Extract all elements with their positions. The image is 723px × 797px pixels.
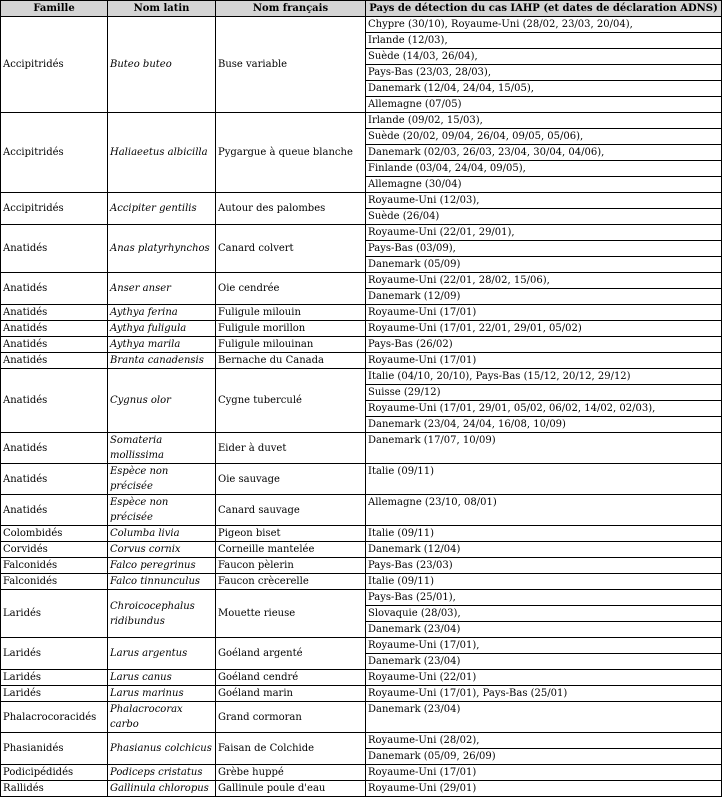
- header-nom-francais: Nom français: [216, 1, 366, 17]
- cell-nom-latin: Podiceps cristatus: [108, 765, 216, 781]
- header-nom-latin: Nom latin: [108, 1, 216, 17]
- cell-nom-latin: Anser anser: [108, 273, 216, 305]
- cell-nom-francais: Pigeon biset: [216, 526, 366, 542]
- cell-nom-latin: Cygnus olor: [108, 369, 216, 433]
- cell-nom-francais: Faisan de Colchide: [216, 733, 366, 765]
- cell-famille: Phasianidés: [1, 733, 108, 765]
- country-line: Royaume-Uni (17/01): [368, 355, 477, 366]
- cell-nom-francais: Corneille mantelée: [216, 542, 366, 558]
- country-line: Italie (09/11): [368, 576, 435, 587]
- table-row: [1, 733, 722, 765]
- cell-pays-detection: [366, 495, 722, 526]
- cell-pays-detection: [366, 113, 722, 193]
- cell-nom-latin: Chroicocephalus ridibundus: [108, 590, 216, 638]
- cell-nom-francais: Mouette rieuse: [216, 590, 366, 638]
- country-line: Royaume-Uni (17/01),: [368, 640, 480, 651]
- table-row: [1, 464, 722, 495]
- cell-pays-detection: [366, 353, 722, 369]
- cell-nom-francais: Buse variable: [216, 17, 366, 113]
- country-line: Royaume-Uni (22/01, 28/02, 15/06),: [368, 275, 550, 286]
- table-row: [1, 702, 722, 733]
- cell-pays-detection: [366, 558, 722, 574]
- cell-nom-latin: Somateria mollissima: [108, 433, 216, 464]
- cell-nom-francais: Bernache du Canada: [216, 353, 366, 369]
- country-line: Irlande (09/02, 15/03),: [368, 115, 483, 126]
- cell-pays-detection: [366, 670, 722, 686]
- table-row: [1, 542, 722, 558]
- cell-pays-detection: [366, 590, 722, 638]
- country-line: Danemark (05/09, 26/09): [366, 748, 721, 764]
- cell-pays-detection: [366, 542, 722, 558]
- cell-famille: Laridés: [1, 590, 108, 638]
- cell-pays-detection: [366, 321, 722, 337]
- cell-nom-francais: Goéland marin: [216, 686, 366, 702]
- table-row: [1, 353, 722, 369]
- table-row: [1, 670, 722, 686]
- cell-nom-francais: Canard sauvage: [216, 495, 366, 526]
- country-line: Danemark (12/04, 24/04, 15/05),: [366, 80, 721, 96]
- cell-famille: Corvidés: [1, 542, 108, 558]
- cell-nom-latin: Accipiter gentilis: [108, 193, 216, 225]
- table-row: [1, 17, 722, 113]
- cell-nom-latin: Haliaeetus albicilla: [108, 113, 216, 193]
- cell-famille: Anatidés: [1, 369, 108, 433]
- country-line: Allemagne (07/05): [366, 96, 721, 112]
- cell-famille: Anatidés: [1, 353, 108, 369]
- country-line: Finlande (03/04, 24/04, 09/05),: [366, 160, 721, 176]
- table-row: [1, 433, 722, 464]
- country-line: Danemark (23/04, 24/04, 16/08, 10/09): [366, 416, 721, 432]
- country-line: Allemagne (30/04): [366, 176, 721, 192]
- cell-famille: Anatidés: [1, 464, 108, 495]
- country-line: Royaume-Uni (12/03),: [368, 195, 480, 206]
- cell-nom-francais: Fuligule milouin: [216, 305, 366, 321]
- cell-nom-francais: Oie cendrée: [216, 273, 366, 305]
- cell-nom-francais: Pygargue à queue blanche: [216, 113, 366, 193]
- cell-nom-latin: Phalacrocorax carbo: [108, 702, 216, 733]
- cell-pays-detection: [366, 781, 722, 797]
- country-line: Royaume-Uni (22/01): [368, 672, 477, 683]
- cell-nom-francais: Oie sauvage: [216, 464, 366, 495]
- cell-nom-latin: Larus argentus: [108, 638, 216, 670]
- country-line: Royaume-Uni (17/01), Pays-Bas (25/01): [368, 688, 568, 699]
- cell-pays-detection: [366, 574, 722, 590]
- country-line: Italie (04/10, 20/10), Pays-Bas (15/12, 20/12, 29/12): [368, 371, 631, 382]
- cell-famille: Colombidés: [1, 526, 108, 542]
- country-line: Italie (09/11): [368, 528, 435, 539]
- cell-nom-latin: Espèce non précisée: [108, 464, 216, 495]
- cell-famille: Phalacrocoracidés: [1, 702, 108, 733]
- country-line: Royaume-Uni (17/01, 29/01, 05/02, 06/02, 14/02, 02/03),: [366, 400, 721, 416]
- table-row: [1, 193, 722, 225]
- cell-pays-detection: [366, 273, 722, 305]
- cell-famille: Anatidés: [1, 337, 108, 353]
- cell-famille: Falconidés: [1, 574, 108, 590]
- cell-pays-detection: [366, 369, 722, 433]
- table-body: [1, 17, 722, 797]
- cell-nom-latin: Aythya ferina: [108, 305, 216, 321]
- cell-famille: Anatidés: [1, 495, 108, 526]
- table-row: [1, 781, 722, 797]
- country-line: Danemark (23/04): [366, 653, 721, 669]
- table-row: [1, 495, 722, 526]
- country-line: Danemark (23/04): [368, 704, 461, 715]
- cell-nom-francais: Autour des palombes: [216, 193, 366, 225]
- cell-famille: Accipitridés: [1, 113, 108, 193]
- country-line: Royaume-Uni (22/01, 29/01),: [368, 227, 515, 238]
- country-line: Pays-Bas (25/01),: [368, 592, 456, 603]
- country-line: Pays-Bas (23/03, 28/03),: [366, 64, 721, 80]
- cell-nom-francais: Grèbe huppé: [216, 765, 366, 781]
- table-row: [1, 526, 722, 542]
- country-line: Pays-Bas (26/02): [368, 339, 453, 350]
- cell-nom-francais: Canard colvert: [216, 225, 366, 273]
- table-row: [1, 638, 722, 670]
- cell-nom-latin: Anas platyrhynchos: [108, 225, 216, 273]
- country-line: Royaume-Uni (17/01): [368, 767, 477, 778]
- cell-famille: Anatidés: [1, 273, 108, 305]
- cell-pays-detection: [366, 526, 722, 542]
- cell-pays-detection: [366, 733, 722, 765]
- cell-nom-francais: Gallinule poule d'eau: [216, 781, 366, 797]
- cell-nom-latin: Gallinula chloropus: [108, 781, 216, 797]
- country-line: Slovaquie (28/03),: [366, 605, 721, 621]
- cell-famille: Anatidés: [1, 225, 108, 273]
- cell-nom-francais: Faucon crècerelle: [216, 574, 366, 590]
- country-line: Suisse (29/12): [366, 384, 721, 400]
- cell-nom-francais: Faucon pèlerin: [216, 558, 366, 574]
- cell-nom-latin: Larus marinus: [108, 686, 216, 702]
- country-line: Suède (20/02, 09/04, 26/04, 09/05, 05/06),: [366, 128, 721, 144]
- cell-nom-francais: Cygne tuberculé: [216, 369, 366, 433]
- country-line: Danemark (17/07, 10/09): [368, 435, 496, 446]
- cell-pays-detection: [366, 765, 722, 781]
- table-row: [1, 765, 722, 781]
- country-line: Suède (26/04): [366, 208, 721, 224]
- country-line: Royaume-Uni (29/01): [368, 783, 477, 794]
- table-row: [1, 337, 722, 353]
- cell-famille: Laridés: [1, 670, 108, 686]
- cell-famille: Accipitridés: [1, 193, 108, 225]
- cell-nom-latin: Aythya fuligula: [108, 321, 216, 337]
- cell-nom-francais: Goéland argenté: [216, 638, 366, 670]
- country-line: Pays-Bas (03/09),: [366, 240, 721, 256]
- cell-nom-francais: Eider à duvet: [216, 433, 366, 464]
- cell-nom-latin: Phasianus colchicus: [108, 733, 216, 765]
- country-line: Italie (09/11): [368, 466, 435, 477]
- country-line: Danemark (12/04): [368, 544, 461, 555]
- cell-pays-detection: [366, 193, 722, 225]
- country-line: Danemark (23/04): [366, 621, 721, 637]
- cell-pays-detection: [366, 464, 722, 495]
- cell-nom-francais: Fuligule milouinan: [216, 337, 366, 353]
- table-row: [1, 273, 722, 305]
- table-row: [1, 558, 722, 574]
- cell-famille: Anatidés: [1, 433, 108, 464]
- cell-famille: Podicipédidés: [1, 765, 108, 781]
- country-line: Danemark (12/09): [366, 288, 721, 304]
- cell-famille: Laridés: [1, 638, 108, 670]
- cell-nom-francais: Grand cormoran: [216, 702, 366, 733]
- cell-nom-latin: Buteo buteo: [108, 17, 216, 113]
- cell-famille: Accipitridés: [1, 17, 108, 113]
- table-row: [1, 369, 722, 433]
- cell-pays-detection: [366, 305, 722, 321]
- country-line: Pays-Bas (23/03): [368, 560, 453, 571]
- table-row: [1, 686, 722, 702]
- header-pays-detection: Pays de détection du cas IAHP (et dates de déclaration ADNS): [366, 1, 722, 17]
- cell-nom-latin: Larus canus: [108, 670, 216, 686]
- table-row: [1, 113, 722, 193]
- cell-pays-detection: [366, 638, 722, 670]
- cell-famille: Anatidés: [1, 321, 108, 337]
- country-line: Danemark (05/09): [366, 256, 721, 272]
- cell-nom-francais: Goéland cendré: [216, 670, 366, 686]
- country-line: Suède (14/03, 26/04),: [366, 48, 721, 64]
- cell-pays-detection: [366, 433, 722, 464]
- cell-nom-latin: Falco peregrinus: [108, 558, 216, 574]
- cell-famille: Laridés: [1, 686, 108, 702]
- cell-pays-detection: [366, 686, 722, 702]
- country-line: Royaume-Uni (17/01): [368, 307, 477, 318]
- header-famille: Famille: [1, 1, 108, 17]
- cell-famille: Anatidés: [1, 305, 108, 321]
- cell-pays-detection: [366, 337, 722, 353]
- cell-nom-francais: Fuligule morillon: [216, 321, 366, 337]
- cell-famille: Rallidés: [1, 781, 108, 797]
- country-line: Royaume-Uni (28/02),: [368, 735, 480, 746]
- cell-nom-latin: Aythya marila: [108, 337, 216, 353]
- cell-pays-detection: [366, 225, 722, 273]
- cell-nom-latin: Columba livia: [108, 526, 216, 542]
- cell-nom-latin: Branta canadensis: [108, 353, 216, 369]
- header-row: [1, 1, 722, 17]
- cell-pays-detection: [366, 702, 722, 733]
- cell-pays-detection: [366, 17, 722, 113]
- country-line: Allemagne (23/10, 08/01): [368, 497, 497, 508]
- table-row: [1, 225, 722, 273]
- country-line: Chypre (30/10), Royaume-Uni (28/02, 23/03, 20/04),: [368, 19, 633, 30]
- country-line: Danemark (02/03, 26/03, 23/04, 30/04, 04/06),: [366, 144, 721, 160]
- cell-famille: Falconidés: [1, 558, 108, 574]
- table-row: [1, 590, 722, 638]
- country-line: Irlande (12/03),: [366, 32, 721, 48]
- table-row: [1, 574, 722, 590]
- table-row: [1, 321, 722, 337]
- table-row: [1, 305, 722, 321]
- country-line: Royaume-Uni (17/01, 22/01, 29/01, 05/02): [368, 323, 582, 334]
- cell-nom-latin: Espèce non précisée: [108, 495, 216, 526]
- cell-nom-latin: Falco tinnunculus: [108, 574, 216, 590]
- cell-nom-latin: Corvus cornix: [108, 542, 216, 558]
